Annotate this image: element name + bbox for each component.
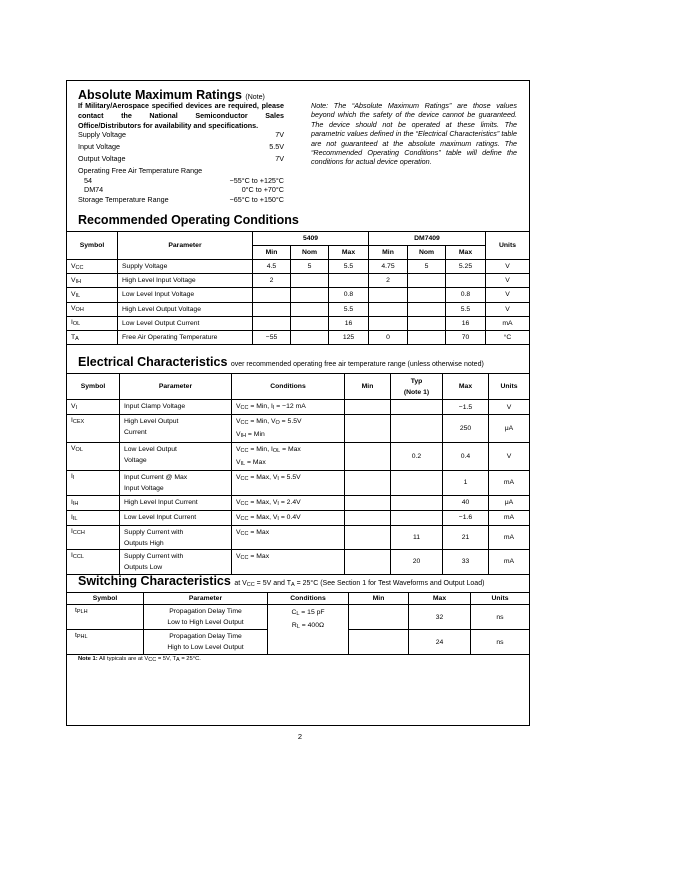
elec-cell-max: −1.6: [443, 510, 489, 525]
table-row: [67, 471, 530, 496]
electrical-title-text: Electrical Characteristics: [78, 355, 228, 369]
table-row: [67, 525, 530, 550]
rec-cell-value: [369, 302, 408, 316]
rec-cell-value: [253, 316, 291, 330]
switching-title-text: Switching Characteristics: [78, 574, 231, 588]
rec-cell-value: 5: [408, 260, 446, 274]
elec-cell-min: [345, 415, 391, 443]
table-row: [67, 495, 530, 510]
elec-cell-conditions: $V_{CC}$ = Max, $V_I = 0.4V$: [232, 510, 345, 525]
rec-cell-value: [369, 288, 408, 302]
elec-cell-units: mA: [489, 550, 530, 575]
sw-header-symbol: Symbol: [67, 593, 144, 605]
elec-cell-units: V: [489, 443, 530, 471]
rec-cell-value: [408, 288, 446, 302]
table-row: [67, 550, 530, 575]
abs-max-item-label: Supply Voltage: [78, 130, 126, 139]
sw-header-units: Units: [471, 593, 530, 605]
rec-cell-value: 5.5: [446, 302, 486, 316]
abs-max-item-value: 0°C to +70°C: [241, 185, 284, 194]
rec-cell-symbol: $V_{CC}$: [67, 260, 118, 274]
elec-cell-parameter: Low Level Input Current: [120, 510, 232, 525]
sw-cell-max: 32: [409, 605, 471, 630]
table-row: [67, 400, 530, 415]
rec-cell-value: [408, 316, 446, 330]
elec-cell-units: mA: [489, 471, 530, 496]
switching-table: [66, 592, 530, 655]
elec-cell-units: mA: [489, 525, 530, 550]
switching-title: [78, 574, 484, 588]
rec-cell-value: [446, 274, 486, 288]
elec-cell-units: μA: [489, 495, 530, 510]
abs-max-title-note: (Note): [245, 94, 265, 101]
sw-header-max: Max: [409, 593, 471, 605]
elec-cell-min: [345, 400, 391, 415]
rec-header-max: Max: [329, 246, 369, 260]
rec-cell-value: [329, 274, 369, 288]
rec-cell-symbol: $T_A$: [67, 330, 118, 344]
rec-cell-symbol: $V_{IL}$: [67, 288, 118, 302]
rec-cell-value: 0.8: [446, 288, 486, 302]
rec-cell-value: 0.8: [329, 288, 369, 302]
elec-cell-conditions: $V_{CC}$ = Max, $V_I = 2.4V$: [232, 495, 345, 510]
rec-header-max: Max: [446, 246, 486, 260]
elec-cell-min: [345, 550, 391, 575]
rec-cell-parameter: Low Level Input Voltage: [118, 288, 253, 302]
elec-cell-parameter: Supply Current with Outputs High: [120, 525, 232, 550]
elec-cell-parameter: High Level Output Current: [120, 415, 232, 443]
elec-cell-typ: 0.2: [391, 443, 443, 471]
elec-cell-max: 33: [443, 550, 489, 575]
elec-cell-symbol: $V_{OL}$: [67, 443, 120, 471]
sw-cell-parameter: Propagation Delay Time High to Low Level Output: [144, 630, 268, 655]
rec-header-nom: Nom: [408, 246, 446, 260]
elec-header-typ: Typ (Note 1): [391, 374, 443, 400]
rec-header-min: Min: [369, 246, 408, 260]
rec-cell-parameter: High Level Input Voltage: [118, 274, 253, 288]
table-row: [67, 605, 530, 630]
rec-cell-value: [253, 302, 291, 316]
abs-max-warning: If Military/Aerospace specified devices are required, please contact the National Semiconductor Sales Office/Distributors for availability and specifications.: [78, 101, 284, 131]
table-row: [67, 415, 530, 443]
sw-cell-min: [349, 630, 409, 655]
elec-cell-symbol: $I_{IH}$: [67, 495, 120, 510]
rec-cell-value: 16: [329, 316, 369, 330]
elec-cell-parameter: Input Current @ Max Input Voltage: [120, 471, 232, 496]
rec-cell-units: V: [486, 288, 530, 302]
rec-cell-value: 5.5: [329, 302, 369, 316]
rec-cell-value: −55: [253, 330, 291, 344]
elec-cell-min: [345, 525, 391, 550]
table-row: [67, 510, 530, 525]
abs-max-title: [78, 88, 265, 102]
abs-max-item-label: 54: [84, 176, 92, 185]
rec-cell-value: [253, 288, 291, 302]
rec-header-parameter: Parameter: [118, 232, 253, 260]
elec-cell-units: μA: [489, 415, 530, 443]
rec-cell-value: 5.5: [329, 260, 369, 274]
rec-cell-value: 5: [291, 260, 329, 274]
elec-cell-parameter: High Level Input Current: [120, 495, 232, 510]
abs-max-item-label: Operating Free Air Temperature Range: [78, 166, 203, 175]
recommended-title: Recommended Operating Conditions: [78, 213, 299, 227]
elec-cell-typ: 11: [391, 525, 443, 550]
rec-cell-value: 2: [253, 274, 291, 288]
rec-cell-units: V: [486, 274, 530, 288]
sw-cell-symbol: $t_{PLH}$: [67, 605, 144, 630]
abs-max-item-label: DM74: [84, 185, 104, 194]
elec-cell-typ: [391, 400, 443, 415]
elec-cell-typ: [391, 471, 443, 496]
elec-cell-symbol: $I_{CCH}$: [67, 525, 120, 550]
rec-cell-value: 4.5: [253, 260, 291, 274]
electrical-title: [78, 355, 484, 369]
sw-header-conditions: Conditions: [268, 593, 349, 605]
rec-cell-value: 16: [446, 316, 486, 330]
elec-cell-parameter: Input Clamp Voltage: [120, 400, 232, 415]
elec-cell-max: 250: [443, 415, 489, 443]
abs-max-item: [78, 130, 284, 141]
rec-cell-value: 125: [329, 330, 369, 344]
elec-cell-symbol: $I_{IL}$: [67, 510, 120, 525]
rec-cell-units: mA: [486, 316, 530, 330]
elec-cell-conditions: $V_{CC}$ = Max: [232, 525, 345, 550]
elec-cell-min: [345, 443, 391, 471]
rec-cell-units: V: [486, 302, 530, 316]
sw-cell-parameter: Propagation Delay Time Low to High Level Output: [144, 605, 268, 630]
table-row: [67, 330, 530, 344]
rec-cell-parameter: Low Level Output Current: [118, 316, 253, 330]
elec-header-conditions: Conditions: [232, 374, 345, 400]
rec-cell-symbol: $I_{OL}$: [67, 316, 118, 330]
rec-header-nom: Nom: [291, 246, 329, 260]
abs-max-item-value: −65°C to +150°C: [229, 195, 284, 204]
elec-cell-typ: [391, 495, 443, 510]
electrical-table: [66, 373, 530, 575]
rec-cell-parameter: Supply Voltage: [118, 260, 253, 274]
elec-cell-parameter: Low Level Output Voltage: [120, 443, 232, 471]
elec-cell-conditions: $V_{CC}$ = Min, $I_{OL}$ = Max $V_{IL}$ = Max: [232, 443, 345, 471]
rec-header-5409: 5409: [253, 232, 369, 246]
abs-max-title-text: Absolute Maximum Ratings: [78, 88, 242, 102]
sw-header-parameter: Parameter: [144, 593, 268, 605]
footnote: Note 1: All typicals are at $V_{CC} = 5V$, $T_A = 25^\circ C$.: [78, 656, 201, 663]
elec-cell-min: [345, 510, 391, 525]
elec-cell-typ: [391, 510, 443, 525]
rec-cell-value: [408, 274, 446, 288]
rec-cell-value: 2: [369, 274, 408, 288]
rec-header-dm7409: DM7409: [369, 232, 486, 246]
abs-max-note: Note: The “Absolute Maximum Ratings” are those values beyond which the safety of the device cannot be guaranteed. The device should not be operated at these limits. The parametric values defined in the “Electrical Characteristics” table are not guaranteed at the absolute maximum ratings. The “Recommended Operating Conditions” table will define the conditions for actual device operation.: [311, 101, 517, 167]
elec-cell-symbol: $V_I$: [67, 400, 120, 415]
rec-cell-value: 0: [369, 330, 408, 344]
elec-cell-symbol: $I_{CEX}$: [67, 415, 120, 443]
elec-cell-min: [345, 471, 391, 496]
elec-cell-units: V: [489, 400, 530, 415]
elec-cell-max: 40: [443, 495, 489, 510]
elec-header-parameter: Parameter: [120, 374, 232, 400]
elec-cell-conditions: $V_{CC}$ = Max: [232, 550, 345, 575]
electrical-subtitle: over recommended operating free air temperature range (unless otherwise noted): [230, 361, 484, 368]
rec-cell-value: [408, 330, 446, 344]
rec-cell-value: [408, 302, 446, 316]
elec-cell-conditions: $V_{CC}$ = Min, $I_I = -12$ mA: [232, 400, 345, 415]
elec-cell-max: 1: [443, 471, 489, 496]
abs-max-item: [78, 154, 284, 165]
elec-cell-min: [345, 495, 391, 510]
sw-cell-conditions: $C_L = 15$ pF $R_L = 400\Omega$: [268, 605, 349, 655]
abs-max-item-label: Output Voltage: [78, 154, 126, 163]
sw-cell-symbol: $t_{PHL}$: [67, 630, 144, 655]
rec-cell-parameter: Free Air Operating Temperature: [118, 330, 253, 344]
table-row: [67, 316, 530, 330]
switching-subtitle: at $V_{CC} = 5V$ and $T_A = 25^\circ C$ (See Section 1 for Test Waveforms and Output Load): [234, 580, 485, 588]
elec-cell-max: −1.5: [443, 400, 489, 415]
sw-header-min: Min: [349, 593, 409, 605]
rec-cell-value: 70: [446, 330, 486, 344]
table-row: [67, 443, 530, 471]
rec-cell-value: [291, 288, 329, 302]
elec-header-symbol: Symbol: [67, 374, 120, 400]
rec-cell-value: [291, 316, 329, 330]
elec-cell-max: 21: [443, 525, 489, 550]
rec-cell-value: [291, 330, 329, 344]
rec-cell-units: °C: [486, 330, 530, 344]
sw-cell-max: 24: [409, 630, 471, 655]
abs-max-item-value: 7V: [275, 130, 284, 139]
elec-cell-max: 0.4: [443, 443, 489, 471]
abs-max-item-label: Input Voltage: [78, 142, 120, 151]
table-row: [67, 302, 530, 316]
elec-cell-typ: [391, 415, 443, 443]
abs-max-item-value: −55°C to +125°C: [229, 176, 284, 185]
abs-max-item: [78, 195, 284, 206]
table-row: [67, 274, 530, 288]
abs-max-item: [78, 142, 284, 153]
abs-max-item-label: Storage Temperature Range: [78, 195, 169, 204]
page-number: 2: [297, 732, 303, 741]
elec-cell-symbol: $I_{CCL}$: [67, 550, 120, 575]
table-row: [67, 260, 530, 274]
rec-cell-units: V: [486, 260, 530, 274]
rec-cell-value: 4.75: [369, 260, 408, 274]
rec-header-units: Units: [486, 232, 530, 260]
table-row: [67, 288, 530, 302]
elec-cell-parameter: Supply Current with Outputs Low: [120, 550, 232, 575]
sw-cell-min: [349, 605, 409, 630]
rec-cell-value: [291, 274, 329, 288]
rec-cell-symbol: $V_{OH}$: [67, 302, 118, 316]
elec-cell-typ: 20: [391, 550, 443, 575]
recommended-table: [66, 231, 530, 345]
sw-cell-units: ns: [471, 605, 530, 630]
elec-cell-conditions: $V_{CC}$ = Min, $V_O = 5.5V$ $V_{IH}$ = Min: [232, 415, 345, 443]
rec-header-symbol: Symbol: [67, 232, 118, 260]
sw-cell-units: ns: [471, 630, 530, 655]
elec-cell-symbol: $I_I$: [67, 471, 120, 496]
elec-header-units: Units: [489, 374, 530, 400]
rec-cell-value: [369, 316, 408, 330]
abs-max-item-value: 7V: [275, 154, 284, 163]
elec-cell-conditions: $V_{CC}$ = Max, $V_I = 5.5V$: [232, 471, 345, 496]
rec-cell-value: 5.25: [446, 260, 486, 274]
elec-cell-units: mA: [489, 510, 530, 525]
rec-header-min: Min: [253, 246, 291, 260]
rec-cell-symbol: $V_{IH}$: [67, 274, 118, 288]
elec-header-max: Max: [443, 374, 489, 400]
rec-cell-parameter: High Level Output Voltage: [118, 302, 253, 316]
elec-header-min: Min: [345, 374, 391, 400]
rec-cell-value: [291, 302, 329, 316]
abs-max-item-value: 5.5V: [269, 142, 284, 151]
